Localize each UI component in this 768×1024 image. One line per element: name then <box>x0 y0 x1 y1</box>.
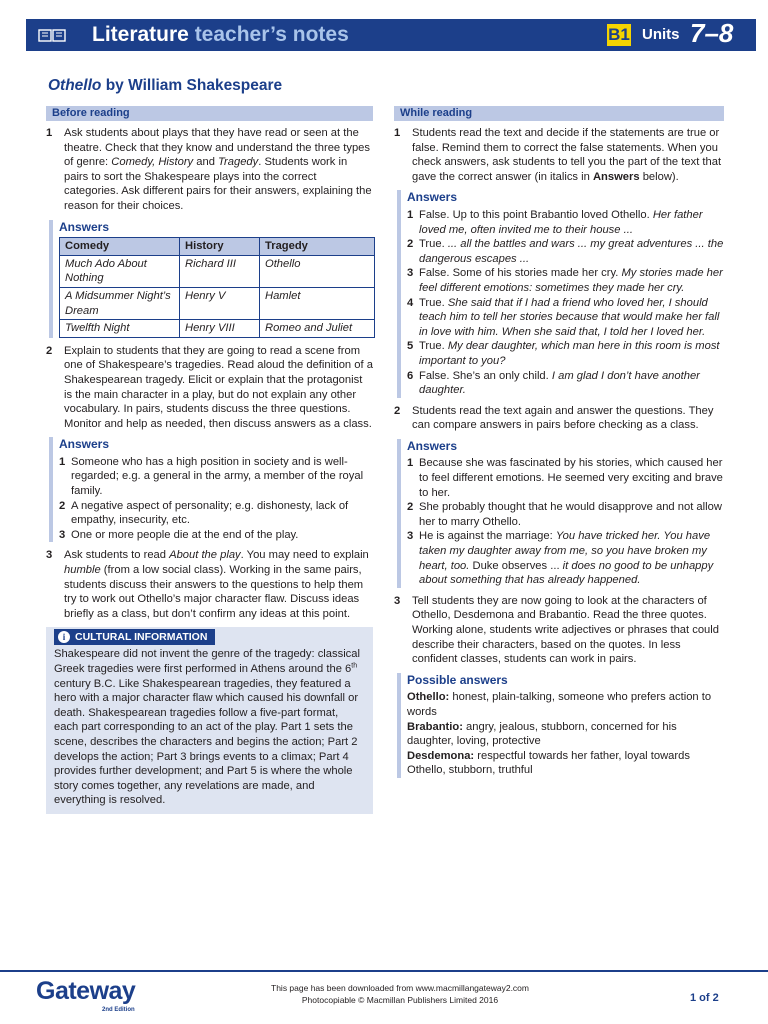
info-icon: i <box>58 631 70 643</box>
list-item: 3 One or more people die at the end of the play. <box>59 528 299 541</box>
possible-answers-block <box>397 673 724 778</box>
list-item: 6 False. She’s an only child. I am glad I don’t have another daughter. <box>407 369 700 397</box>
before-reading-heading: Before reading <box>46 106 373 121</box>
answers-title: Answers <box>407 438 458 453</box>
list-item: 2 A negative aspect of personality; e.g. dishonesty, lack of empathy, insecurity, etc. <box>59 499 349 527</box>
table-row: A Midsummer Night’s Dream Henry V Hamlet <box>60 287 375 319</box>
list-item: 3 He is against the marriage: You have tricked her. You have taken my daughter away from me, so you have broken my heart, too. Duke observes ... it does no good to be unhappy about something that has already happened. <box>407 530 714 587</box>
answers-title: Answers <box>59 219 110 234</box>
answers-true-false-block <box>397 190 724 397</box>
list-item: 1 Because she was fascinated by his stories, which caused her to feel different emotions. He seemed very exciting and brave to her. <box>407 457 723 499</box>
while-reading-item-3: 3 Tell students they are now going to look at the characters of Othello, Desdemona and Brabantio. Read the three quotes. Working alone, students write adjectives or phrases that could describe their characters, based on the quotes. In less confident classes, students can work in pairs. <box>394 594 719 666</box>
list-item: 4 True. She said that if I had a friend who loved her, I should teach him to tell her stories because that would make her fall in love with him. When she said that, I told her I loved her. <box>407 296 720 338</box>
before-reading-item-1: 1 Ask students about plays that they have read or seen at the theatre. Check that they know and understand the three types of genre: Comedy, History and Tragedy. Students work in pairs to sort the Shakespeare plays into the correct categories. Ask different pairs for their answers, explaining the reason for their choices. <box>46 127 372 212</box>
list-item: 2 She probably thought that he would disapprove and not allow her to marry Othello. <box>407 501 722 528</box>
answers-title: Answers <box>407 190 458 205</box>
list-item: Othello: honest, plain-talking, someone who prefers action to words <box>407 691 712 718</box>
units-range: 7–8 <box>690 18 734 48</box>
answers-tragedy-block <box>49 437 373 542</box>
header-title: Literature teacher’s notes <box>92 23 349 46</box>
left-column <box>46 106 373 814</box>
footer-divider <box>0 970 768 972</box>
gateway-logo: Gateway 2nd Edition <box>36 977 136 1013</box>
list-item: 3 False. Some of his stories made her cry. My stories made her feel different emotions: sometimes they made her cry. <box>407 267 723 294</box>
books-icon <box>38 27 68 43</box>
possible-answers-title: Possible answers <box>407 672 508 687</box>
list-item: 1 False. Up to this point Brabantio loved Othello. Her father loved me, often invited me to their house ... <box>407 208 703 236</box>
level-badge: B1 <box>608 25 630 44</box>
cultural-information-heading: i CULTURAL INFORMATION <box>54 629 215 645</box>
while-reading-item-1: 1 Students read the text and decide if the statements are true or false. Remind them to correct the false statements. When you check answers, ask students to tell you the part of the text that gave the correct answer (in italics in Answers below). <box>394 127 722 183</box>
genre-table <box>59 237 375 338</box>
list-item: Desdemona: respectful towards her father, loyal towards Othello, stubborn, truthful <box>407 749 690 777</box>
page-number: 1 of 2 <box>690 992 719 1004</box>
answers-questions-block <box>397 439 724 588</box>
while-reading-item-2: 2 Students read the text again and answer the questions. They can compare answers in pairs before checking as a class. <box>394 404 714 432</box>
table-header-row: Comedy History Tragedy <box>60 238 375 256</box>
list-item: 5 True. My dear daughter, which man here in this room is most important to you? <box>407 340 720 367</box>
answers-title: Answers <box>59 437 110 452</box>
while-reading-heading: While reading <box>394 106 724 121</box>
table-row: Twelfth Night Henry VIII Romeo and Juliet <box>60 320 375 338</box>
list-item: Brabantio: angry, jealous, stubborn, concerned for his daughter, loving, protective <box>407 720 677 748</box>
cultural-information-box <box>46 627 373 814</box>
units-label: Units <box>642 26 680 43</box>
header-banner <box>26 19 756 51</box>
list-item: 2 True. ... all the battles and wars ... my great adventures ... the dangerous escapes ... <box>407 238 724 265</box>
list-item: 1 Someone who has a high position in society and is well-regarded; e.g. a general in the army, a member of the royal family. <box>59 455 364 498</box>
before-reading-item-2: 2 Explain to students that they are going to read a scene from one of Shakespeare’s tragedies. Read aloud the definition of a Shakespearean tragedy. Elicit or explain that the protagonist is the main character in a play, but do not explain any other vocabulary. In pairs, students discuss the three questions. Monitor and help as needed, then discuss answers as a class. <box>46 344 373 430</box>
answers-genre-block <box>49 220 373 338</box>
table-row: Much Ado About Nothing Richard III Othello <box>60 255 375 287</box>
cultural-information-text: Shakespeare did not invent the genre of the tragedy: classical Greek tragedies were first performed in Athens around the 6th century B.C. Like Shakespearean tragedies, they featured a hero with a major character flaw which caused his downfall or death. Shakespearean tragedies follow a five-part format, each part corresponding to an act of the play. Part 1 sets the scene, describes the characters and begins the action; Part 2 develops the action; Part 3 brings events to a climax; Part 4 provides further development; and Part 5 is where the whole story comes together, any revelations are made, and everything is resolved. <box>54 648 360 807</box>
before-reading-item-3: 3 Ask students to read About the play. You may need to explain humble (from a low social class). Working in the same pairs, students discuss their answers to the questions to help them try to work out Othello’s major character flaw. Discuss ideas briefly as a class, but don’t confirm any ideas at this point. <box>46 549 369 620</box>
document-title: Othello by William Shakespeare <box>48 77 283 94</box>
footer-copyright: This page has been downloaded from www.macmillangateway2.com Photocopiable © Macmillan Publishers Limited 2016 <box>271 983 529 1005</box>
right-column <box>394 106 724 784</box>
